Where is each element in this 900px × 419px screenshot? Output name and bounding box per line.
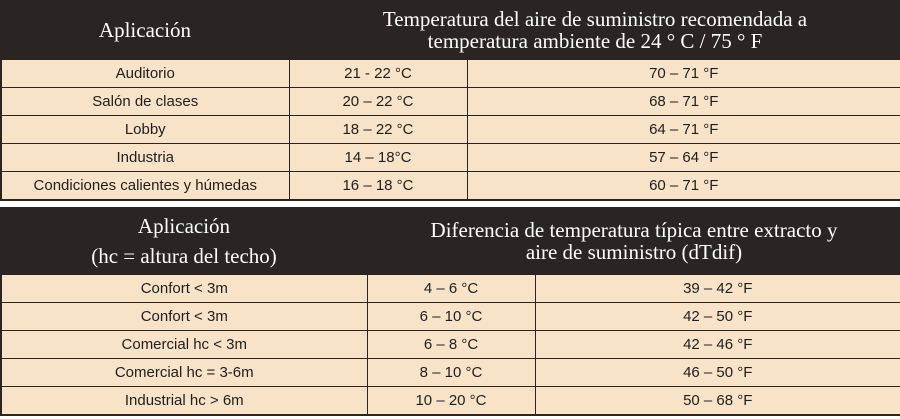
cell-application: Confort < 3m bbox=[1, 274, 367, 303]
table-row bbox=[1, 144, 900, 172]
cell-celsius: 20 – 22 °C bbox=[289, 88, 467, 116]
cell-fahrenheit: 68 – 71 °F bbox=[467, 88, 900, 116]
cell-fahrenheit: 39 – 42 °F bbox=[535, 274, 900, 303]
table-row bbox=[1, 274, 900, 303]
cell-celsius: 6 – 10 °C bbox=[367, 303, 535, 331]
cell-fahrenheit: 42 – 46 °F bbox=[535, 331, 900, 359]
header-application: Aplicación bbox=[1, 1, 289, 59]
cell-celsius: 18 – 22 °C bbox=[289, 116, 467, 144]
supply-air-temperature-table bbox=[0, 0, 900, 201]
header-recommended-line-1: Temperatura del aire de suministro recomendada a bbox=[382, 7, 808, 31]
cell-fahrenheit: 64 – 71 °F bbox=[467, 116, 900, 144]
cell-application: Lobby bbox=[1, 116, 289, 144]
cell-application: Industrial hc > 6m bbox=[1, 387, 367, 416]
cell-application: Auditorio bbox=[1, 59, 289, 88]
header-recommended-supply-temperature bbox=[289, 1, 900, 59]
table-row bbox=[1, 88, 900, 116]
cell-application: Confort < 3m bbox=[1, 303, 367, 331]
cell-celsius: 6 – 8 °C bbox=[367, 331, 535, 359]
cell-celsius: 16 – 18 °C bbox=[289, 172, 467, 201]
cell-application: Condiciones calientes y húmedas bbox=[1, 172, 289, 201]
cell-celsius: 4 – 6 °C bbox=[367, 274, 535, 303]
table-row bbox=[1, 359, 900, 387]
header-recommended-line-2: temperatura ambiente de 24 ° C / 75 ° F bbox=[427, 29, 763, 53]
cell-fahrenheit: 46 – 50 °F bbox=[535, 359, 900, 387]
table-row bbox=[1, 172, 900, 201]
table-row bbox=[1, 303, 900, 331]
cell-fahrenheit: 57 – 64 °F bbox=[467, 144, 900, 172]
table-row bbox=[1, 331, 900, 359]
cell-celsius: 10 – 20 °C bbox=[367, 387, 535, 416]
table-row bbox=[1, 387, 900, 416]
cell-fahrenheit: 42 – 50 °F bbox=[535, 303, 900, 331]
cell-application: Salón de clases bbox=[1, 88, 289, 116]
cell-fahrenheit: 60 – 71 °F bbox=[467, 172, 900, 201]
cell-celsius: 21 - 22 °C bbox=[289, 59, 467, 88]
cell-celsius: 8 – 10 °C bbox=[367, 359, 535, 387]
cell-fahrenheit: 70 – 71 °F bbox=[467, 59, 900, 88]
header-application-line-1: Aplicación bbox=[137, 214, 231, 238]
cell-application: Comercial hc = 3-6m bbox=[1, 359, 367, 387]
table-row bbox=[1, 59, 900, 88]
cell-application: Industria bbox=[1, 144, 289, 172]
cell-application: Comercial hc < 3m bbox=[1, 331, 367, 359]
header-temperature-difference bbox=[367, 208, 900, 274]
header-application-line-2: (hc = altura del techo) bbox=[91, 244, 277, 268]
header-difference-line-1: Diferencia de temperatura típica entre extracto y bbox=[430, 218, 838, 242]
table-header-row bbox=[1, 1, 900, 59]
table-row bbox=[1, 116, 900, 144]
temperature-difference-table bbox=[0, 207, 900, 416]
cell-celsius: 14 – 18°C bbox=[289, 144, 467, 172]
header-difference-line-2: aire de suministro (dTdif) bbox=[525, 240, 743, 264]
cell-fahrenheit: 50 – 68 °F bbox=[535, 387, 900, 416]
table-header-row bbox=[1, 208, 900, 274]
header-application-ceiling bbox=[1, 208, 367, 274]
